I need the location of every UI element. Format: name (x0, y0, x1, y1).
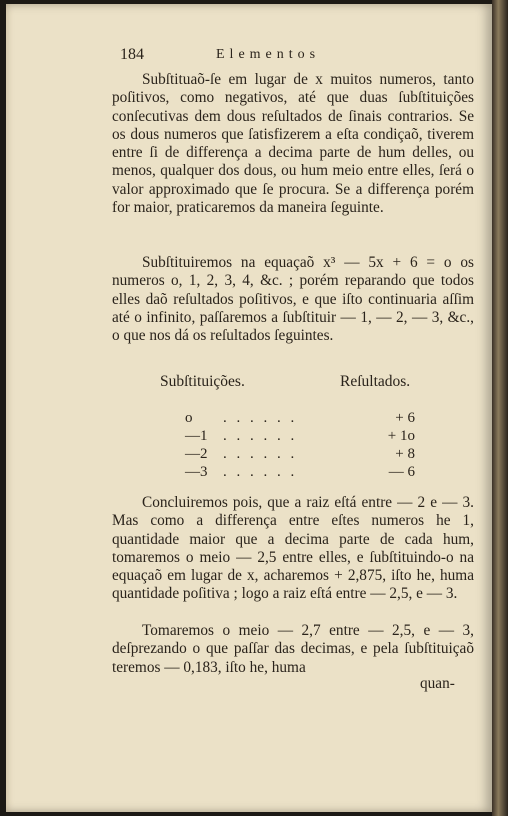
substitution-value: —2 (185, 446, 208, 462)
table-row (185, 464, 415, 484)
table-header-substitutions: Subſtituições. (160, 373, 245, 390)
page-edge (492, 0, 508, 816)
leader-dots: . . . . . . (223, 410, 298, 426)
result-value: — 6 (388, 464, 415, 480)
table-row (185, 410, 415, 430)
table-row (185, 428, 415, 448)
substitution-value: o (185, 410, 193, 426)
running-title: Elementos (216, 47, 321, 62)
paragraph-3: Concluiremos pois, que a raiz eſtá entre — 2 e — 3. Mas como a differença entre eſtes numeros he 1, quantidade maior que a decima parte de cada hum, tomaremos o meio — 2,5 entre elles, e ſubſtituindo-o na equaçaõ em lugar de x, acharemos + 2,875, iſto he, huma quantidade poſitiva ; logo a raiz eſtá entre — 2,5, e — 3. (112, 494, 474, 603)
substitution-value: —1 (185, 428, 208, 444)
table-header-results: Reſultados. (340, 373, 411, 390)
result-value: + 6 (395, 410, 415, 426)
result-value: + 1o (387, 428, 415, 444)
leader-dots: . . . . . . (223, 428, 298, 444)
result-value: + 8 (395, 446, 415, 462)
catchword: quan- (420, 675, 455, 692)
page-header (120, 46, 420, 70)
paragraph-1: Subſtituaõ-ſe em lugar de x muitos numeros, tanto poſitivos, como negativos, até que duas ſubſtituições conſecutivas dem dous reſultados de ſinais contrarios. Se os dous numeros que ſatisfizerem a eſta condiçaõ, tiverem entre ſi de differença a decima parte de hum delles, ou menos, qualquer dos dous, ou hum meio entre elles, ſerá o valor approximado que ſe procura. Se a differença porém for maior, praticaremos da maneira ſeguinte. (112, 71, 474, 217)
table-row (185, 446, 415, 466)
paragraph-4: Tomaremos o meio — 2,7 entre — 2,5, e — 3, deſprezando o que paſſar das decimas, e pela ſubſtituiçaõ teremos — 0,183, iſto he, huma (112, 622, 474, 676)
leader-dots: . . . . . . (223, 446, 298, 462)
leader-dots: . . . . . . (223, 464, 298, 480)
page-number: 184 (120, 46, 144, 63)
substitution-value: —3 (185, 464, 208, 480)
paragraph-2: Subſtituiremos na equaçaõ x³ — 5x + 6 = o os numeros o, 1, 2, 3, 4, &c. ; porém reparando que todos elles daõ reſultados poſitivos, e que iſto continuaria aſſim até o infinito, paſſaremos a ſubſtituir — 1, — 2, — 3, &c., o que nos dá os reſultados ſeguintes. (112, 254, 474, 345)
